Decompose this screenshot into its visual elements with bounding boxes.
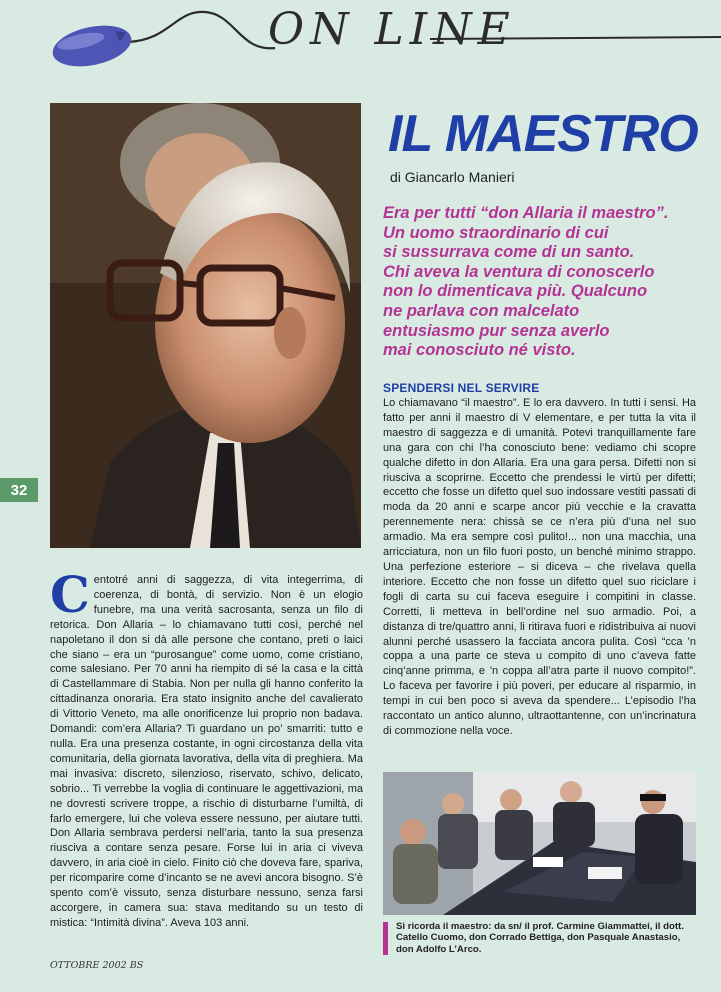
left-column-text: entotré anni di saggezza, di vita integerrima, di coerenza, di bontà, di servizio. Non è un elogio funebre, ma una verità sacrosanta, senza un filo di retorica. Don Allaria – lo chiamavano tutti così, perché nel napoletano il don si dà alle persone che contano, preti o laici che siano – era un “purosangue” come uomo, come cristiano, come salesiano. Per 70 anni ha riempito di sé la casa e la città di Castellammare di Stabia. Non per nulla gli hanno conferito la cittadinanza onoraria. Era stato insignito anche del cavalierato di Vittorio Veneto, ma alle onorificenze lui proprio non badava. Domandi: com’era Allaria? Ti guardano un po’ smarriti: tutto e nulla. Era una presenza costante, in ogni circostanza della vita comunitaria, della giornata lavorativa, della vita di preghiera. Ma mai invasiva: discreto, silenzioso, riservato, schivo, delicato, sobrio... Ti verrebbe la voglia di continuare le aggettivazioni, ma ne dovresti scrivere troppe, a rischio di disturbarne l’umiltà, di farlo emergere, lui che voleva essere nessuno, per aiutare tutti. Don Allaria sembrava perdersi nell’aria, tanto la sua presenza riusciva a contare senza pesare. Forse lui in aria ci viveva davvero, in aria cioè in cielo. Finito ciò che doveva fare, spariva, per ricomparire come d’incanto se ne avevi ancora bisogno. S’è spento com’è vissuto, senza disturbare nessuno, senza farsi accorgere, in camera sua: stava meditando su un testo di mistica: “Intimità divina”. Aveva 103 anni.	[50, 574, 363, 929]
caption-accent-bar	[383, 922, 388, 955]
lead-line: Chi aveva la ventura di conoscerlo	[383, 262, 655, 281]
photo-caption: Si ricorda il maestro: da sn/ il prof. Carmine Giammattei, il dott. Catello Cuomo, don Corrado Bettiga, don Pasquale Anastasio, don Adolfo L’Arco.	[396, 921, 684, 955]
lead-line: Era per tutti “don Allaria il maestro”.	[383, 204, 669, 222]
meeting-photo	[383, 772, 696, 915]
lead-line: non lo dimenticava più. Qualcuno	[383, 282, 648, 301]
lead-paragraph	[383, 204, 713, 361]
issue-footer: OTTOBRE 2002 BS	[50, 960, 144, 971]
page-number-badge: 32	[0, 478, 38, 502]
header-banner	[0, 0, 721, 80]
lead-line: mai conosciuto né visto.	[383, 341, 576, 360]
article-byline: di Giancarlo Manieri	[390, 169, 515, 185]
left-column-body	[50, 565, 363, 931]
lead-line: Un uomo straordinario di cui	[383, 223, 609, 242]
lead-line: entusiasmo pur senza averlo	[383, 321, 610, 340]
article-title: IL MAESTRO	[388, 105, 698, 163]
lead-line: si sussurrava come di un santo.	[383, 243, 635, 262]
right-column-body: Lo chiamavano “il maestro”. E lo era davvero. In tutti i sensi. Ha fatto per anni il maestro di V elementare, e per tutta la vita il maestro di saggezza e di umanità. Potevi tranquillamente fare una gara con chi l’ha conosciuto bene: vediamo chi scopre qualche difetto in don Allaria. Era una gara persa. Difetti non si riusciva a scoprirne. Eccetto che prendessi le virtù per difetti; eccetto che fosse un difetto quel suo indossare vestiti passati di moda da 20 anni e scarpe ancor più vecchie e la cravatta perennemente nera: chissà se ce n’era più d’una nel suo armadio. Ma era sempre così pulito!... non una macchia, una arricciatura, non un filo fuori posto, un benché minimo strappo. Una perfezione esteriore – si diceva – che rivelava quella interiore. Eccetto che non fosse un difetto quel suo riciclare i fogli di carta su cui faceva eseguire i compitini in classe. Corretti, li metteva in bell’ordine nel suo armadio. Poi, a distanza di tre/quattro anni, li ritirava fuori e ridistribuiva ai nuovi alunni perché usassero la facciata ancora pulita. Così “cca ’n coppa a una parte ce steva u compito di uno c’aveva fatte cinq’anne primma, e ’n coppa all’atra parte il nuovo compito!”. Lo faceva per favorire i più poveri, per educare al risparmio, in tempi in cui ben poco si aveva da spendere... L’episodio l’ha raccontato un antico alunno, ultraottantenne, con un’incrinatura di commozione nella voce.	[383, 397, 696, 737]
lead-line: ne parlava con malcelato	[383, 301, 580, 320]
section-label: ON LINE	[268, 4, 516, 55]
drop-cap: C	[50, 565, 90, 624]
portrait-photo	[50, 103, 361, 548]
section-heading: SPENDERSI NEL SERVIRE	[383, 381, 540, 395]
